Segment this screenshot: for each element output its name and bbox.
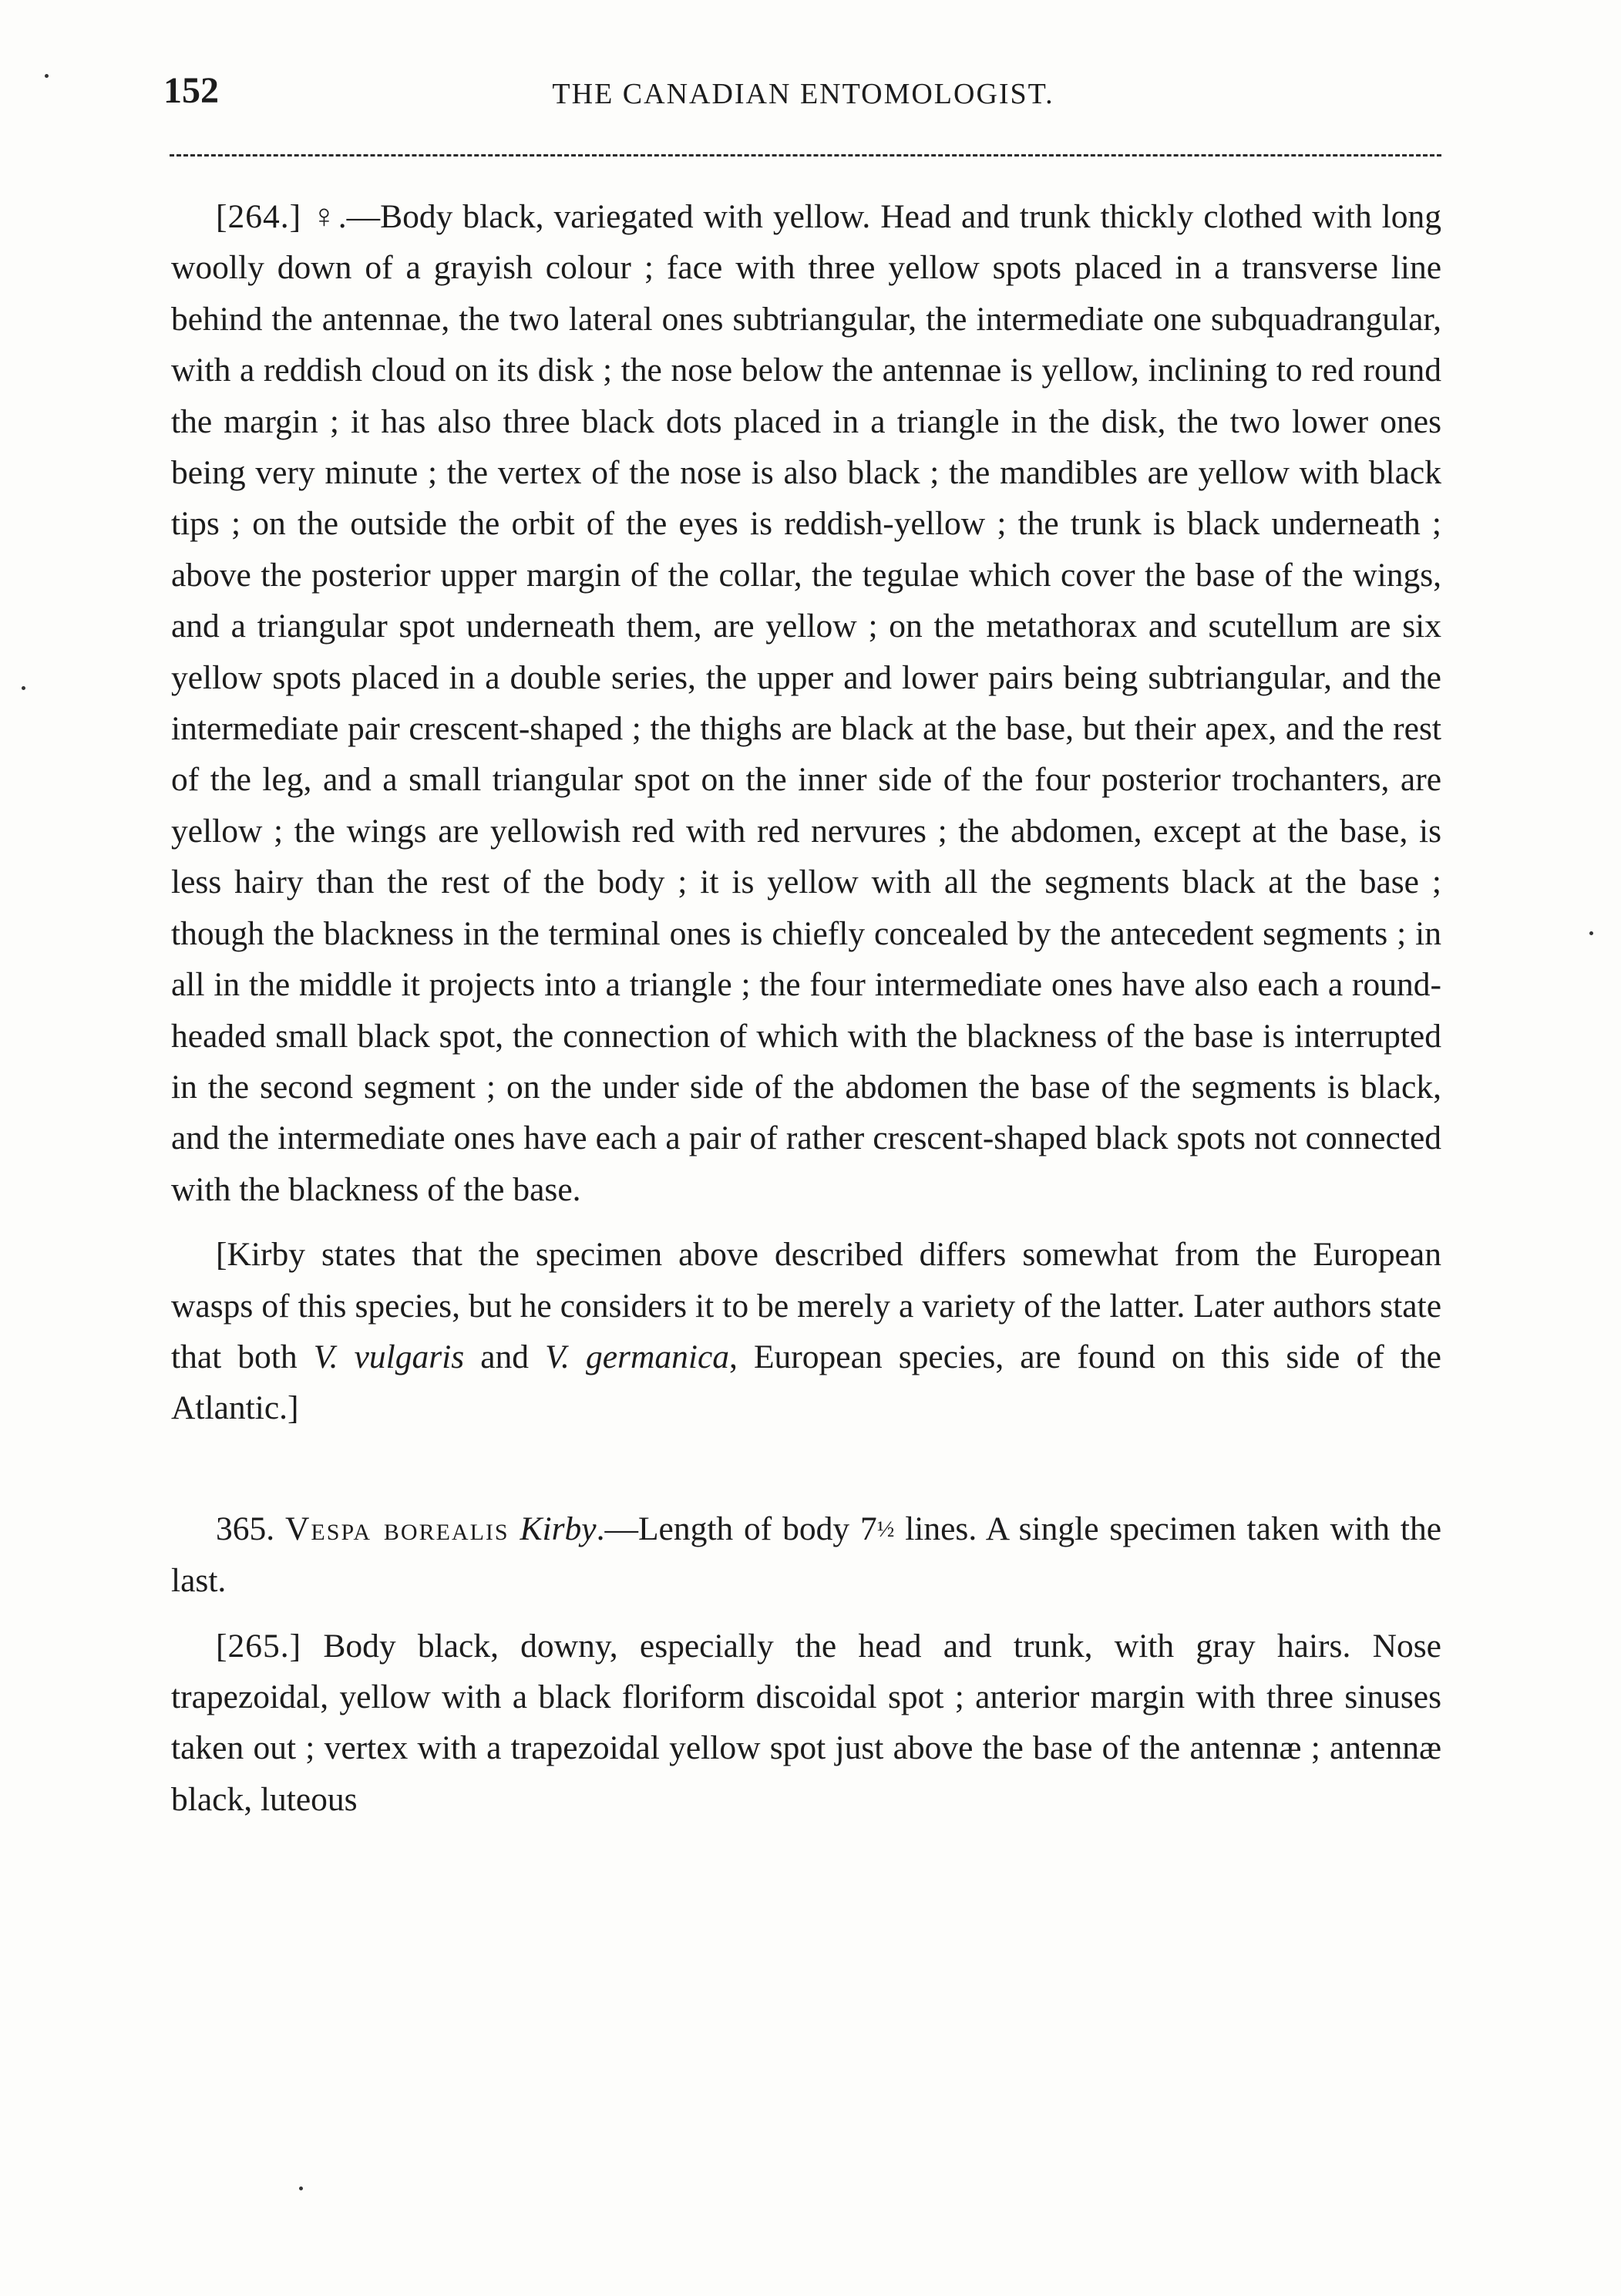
species-author: Kirby xyxy=(520,1510,597,1547)
entry-number-365: 365. xyxy=(216,1510,275,1547)
kirby-note-text-a: [Kirby states that the specimen above described differs somewhat from the European wasps of this species, but he considers it to be merely a variety of the latter. Later authors state that both xyxy=(171,1236,1441,1375)
page-body xyxy=(171,191,1441,1825)
scan-speck xyxy=(22,686,25,690)
paragraph-265 xyxy=(171,1621,1441,1826)
paragraph-365 xyxy=(171,1503,1441,1607)
scan-speck xyxy=(1589,931,1593,935)
page-header xyxy=(163,69,1443,123)
running-title: THE CANADIAN ENTOMOLOGIST. xyxy=(552,78,1054,110)
female-symbol: ♀ xyxy=(311,198,338,235)
paragraph-kirby-note xyxy=(171,1229,1441,1434)
species-name-vespa-borealis: Vespa borealis xyxy=(285,1510,510,1547)
kirby-note-text-c: , European species, are found on this side of the Atlantic.] xyxy=(171,1338,1441,1427)
species-germanica: V. germanica xyxy=(545,1338,730,1375)
kirby-note-text-b: and xyxy=(464,1338,546,1375)
page-number: 152 xyxy=(163,70,219,111)
paragraph-365-text-a: .—Length of body 7 xyxy=(596,1510,877,1547)
paragraph-264-text: .—Body black, variegated with yellow. Head and trunk thickly clothed with long woolly down of a grayish colour ; face with three yellow spots placed in a transverse line behind the antennae, the two lateral ones subtriangular, the intermediate one subquadrangular, with a reddish cloud on its disk ; the nose below the antennae is yellow, inclining to red round the margin ; it has also three black dots placed in a triangle in the disk, the two lower ones being very minute ; the vertex of the nose is also black ; the mandibles are yellow with black tips ; on the outside the orbit of the eyes is reddish-yellow ; the trunk is black underneath ; above the posterior upper margin of the collar, the tegulae which cover the base of the wings, and a triangular spot underneath them, are yellow ; on the metathorax and scutellum are six yellow spots placed in a double series, the upper and lower pairs being subtriangular, and the intermediate pair crescent-shaped ; the thighs are black at the base, but their apex, and the rest of the leg, and a small triangular spot on the inner side of the four posterior trochanters, are yellow ; the wings are yellowish red with red nervures ; the abdomen, except at the base, is less hairy than the rest of the body ; it is yellow with all the segments black at the base ; though the blackness in the terminal ones is chiefly concealed by the antecedent segments ; in all in the middle it projects into a triangle ; the four intermediate ones have also each a round-headed small black spot, the connection of which with the blackness of the base is interrupted in the second segment ; on the under side of the abdomen the base of the segments is black, and the intermediate ones have each a pair of rather crescent-shaped black spots not connected with the blackness of the base. xyxy=(171,198,1441,1208)
paragraph-365-text-b: lines. A single specimen taken with the last. xyxy=(171,1510,1442,1600)
paragraph-265-text: Body black, downy, especially the head and trunk, with gray hairs. Nose trapezoidal, yellow with a black floriform discoidal spot ; anterior margin with three sinuses taken out ; vertex with a trapezoidal yellow spot just above the base of the antennæ ; antennæ black, luteous xyxy=(171,1627,1441,1818)
paragraph-264 xyxy=(171,191,1441,1215)
scan-speck xyxy=(299,2187,303,2190)
paragraph-gap xyxy=(171,1607,1441,1621)
specimen-ref-265: [265.] xyxy=(216,1627,302,1665)
length-fraction: ½ xyxy=(876,1516,895,1542)
paragraph-gap xyxy=(171,1215,1441,1229)
section-gap xyxy=(171,1434,1441,1503)
header-rule xyxy=(170,154,1441,157)
scan-speck xyxy=(45,74,49,78)
species-vulgaris: V. vulgaris xyxy=(313,1338,465,1375)
specimen-ref-264: [264.] xyxy=(216,198,302,235)
